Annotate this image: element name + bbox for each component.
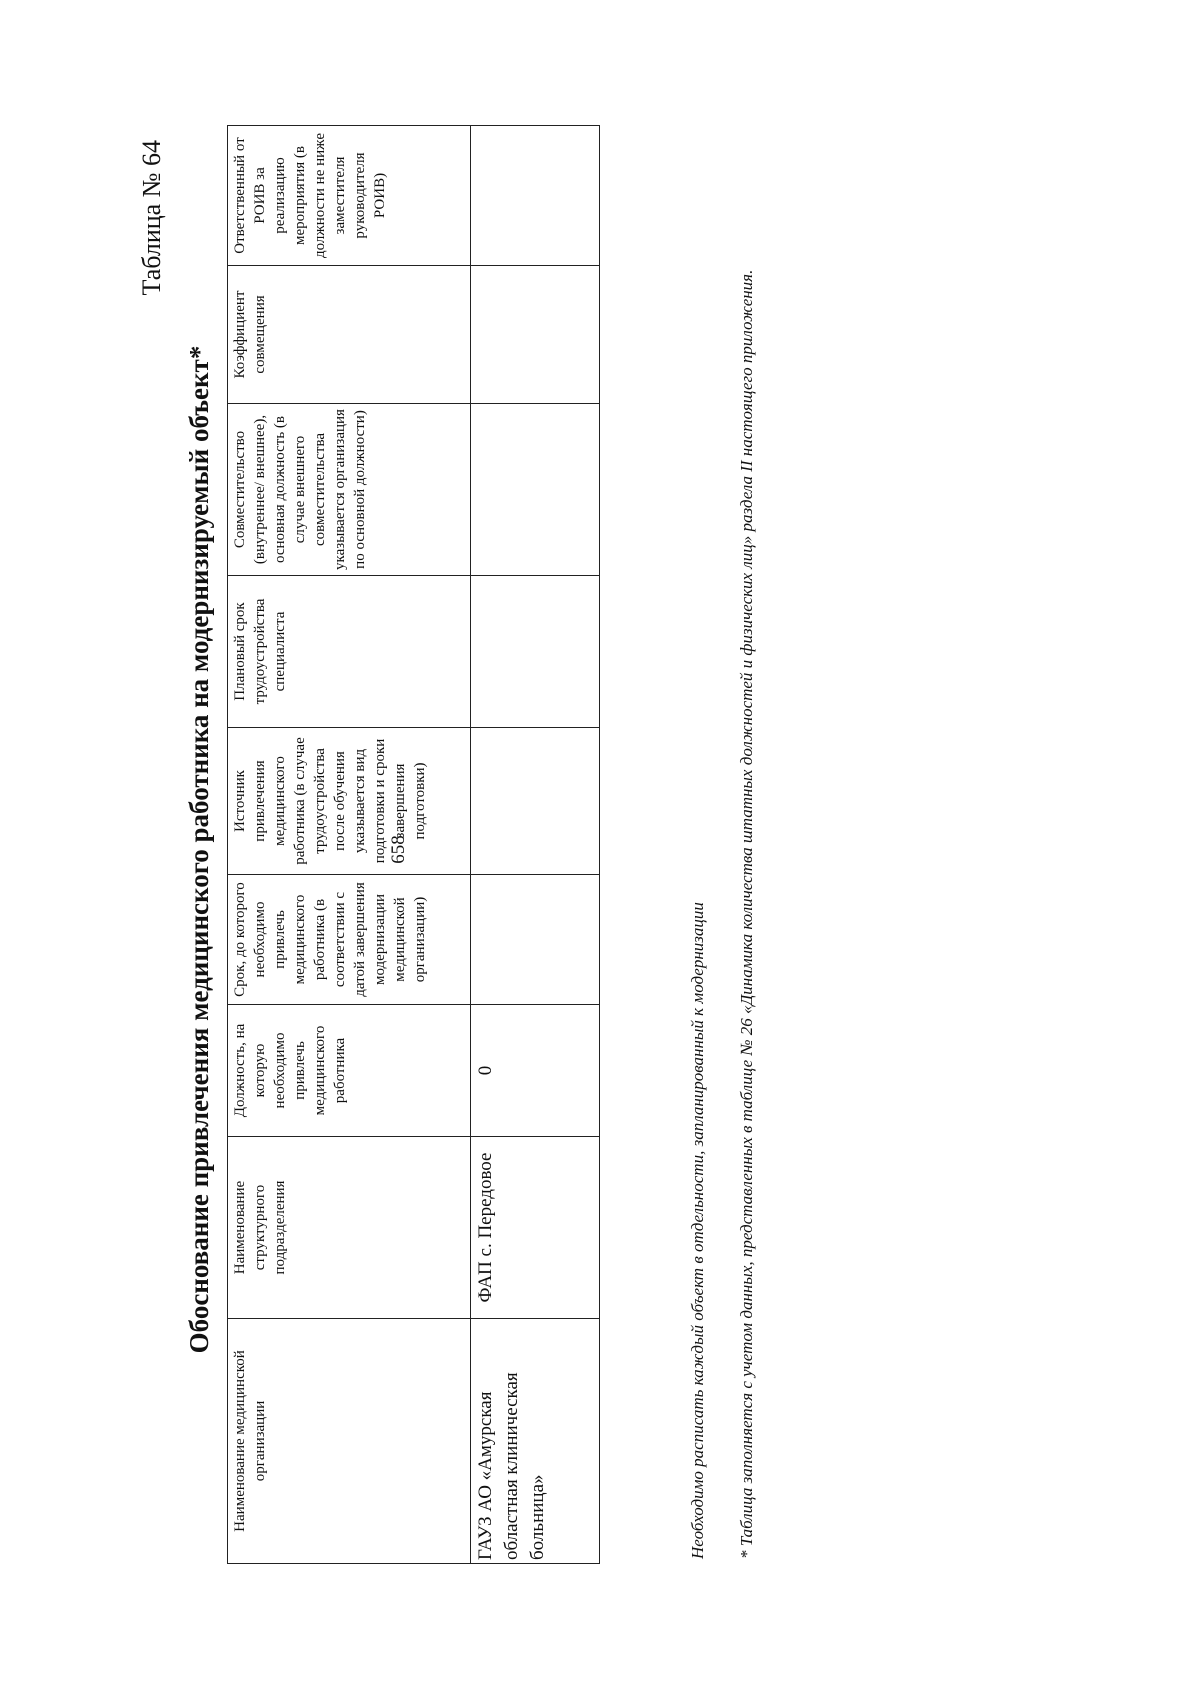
header-cell: Наименование медицинской организации	[228, 1319, 471, 1564]
table-cell: ФАП с. Передовое	[471, 1137, 600, 1319]
header-cell: Совместительство (внутреннее/ внешнее), основная должность (в случае внешнего совместительства указывается организация по основной должности)	[228, 404, 471, 576]
header-cell: Плановый срок трудоустройства специалиста	[228, 576, 471, 728]
table-cell	[471, 126, 600, 266]
table-row	[471, 126, 600, 1564]
table-cell: 0	[471, 1005, 600, 1137]
header-cell: Ответственный от РОИВ за реализацию мероприятия (в должности не ниже заместителя руководителя РОИВ)	[228, 126, 471, 266]
document-title: Обоснование привлечения медицинского работника на модернизируемый объект*	[184, 345, 214, 1354]
table-cell	[471, 728, 600, 875]
header-cell: Срок, до которого необходимо привлечь медицинского работника (в соответствии с датой завершения модернизации медицинской организации)	[228, 875, 471, 1005]
header-cell: Источник привлечения медицинского работника (в случае трудоустройства после обучения указывается вид подготовки и сроки завершения подготовки)	[228, 728, 471, 875]
table-cell	[471, 404, 600, 576]
footnote: * Таблица заполняется с учетом данных, представленных в таблице № 26 «Динамика количества штатных должностей и физических лиц» раздела II настоящего приложения.	[737, 269, 756, 1559]
header-cell: Наименование структурного подразделения	[228, 1137, 471, 1319]
table-cell	[471, 875, 600, 1005]
header-cell: Коэффициент совмещения	[228, 266, 471, 404]
data-table	[227, 125, 600, 1564]
header-cell: Должность, на которую необходимо привлечь медицинского работника	[228, 1005, 471, 1137]
page-number: 658	[388, 835, 409, 864]
modernization-note: Необходимо расписать каждый объект в отдельности, запланированный к модернизации	[688, 902, 707, 1559]
table-cell: ГАУЗ АО «Амурская областная клиническая больница»	[471, 1319, 600, 1564]
table-cell	[471, 576, 600, 728]
table-header-row	[228, 126, 471, 1564]
table-cell	[471, 266, 600, 404]
table-number: Таблица № 64	[137, 140, 166, 296]
